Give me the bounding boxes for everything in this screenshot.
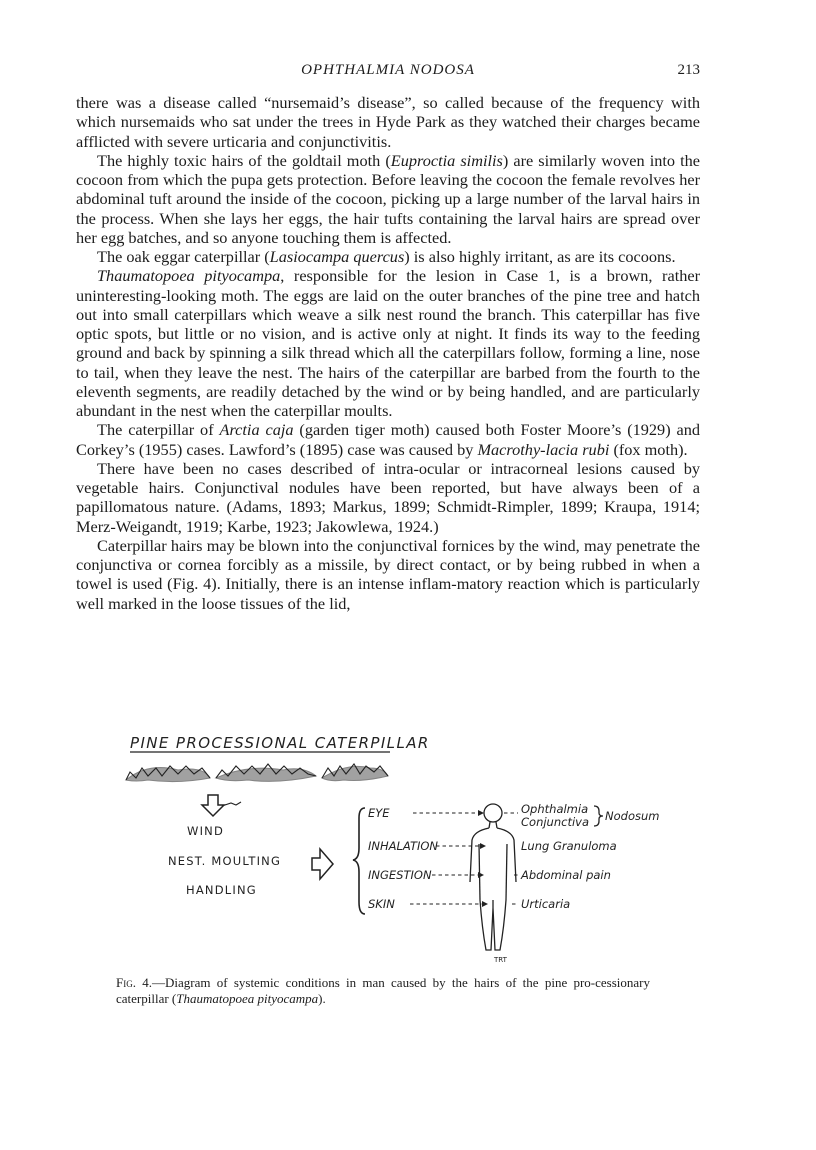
down-arrow (202, 795, 224, 816)
paragraph (76, 536, 700, 613)
caterpillars-drawing (126, 764, 388, 782)
text-run: (garden tiger moth) caused both Foster Moore’s (1929) and Corkey’s (1955) cases. Lawford’s (1895) case was caused by (76, 420, 700, 459)
text-run: ) are similarly woven into the cocoon from which the pupa gets protection. Before leaving the cocoon the female revolves her abdominal tuft around the inside of the cocoon, picking up a large number of the larval hairs in the process. When she lays her eggs, the hair tufts containing the larval hairs are spread over her egg batches, and so anyone touching them is affected. (76, 150, 700, 247)
text-run: The oak eggar caterpillar ( (97, 247, 270, 266)
italic-term: Thaumatopoea pityocampa (97, 266, 281, 286)
effect-conjunctiva: Conjunctiva (521, 815, 590, 829)
text-run: There have been no cases described of intra-ocular or intracorneal lesions caused by vegetable hairs. Conjunctival nodules have been reported, but have always been of a papillomatous nature. (Adams, 1893; Markus, 1899; Schmidt-Rimpler, 1899; Kraupa, 1914; Merz-Weigandt, 1919; Karbe, 1923; Jakowlewa, 1924.) (76, 458, 700, 536)
figure-4 (108, 732, 668, 964)
human-figure (470, 804, 516, 950)
italic-term: Macrothy-lacia rubi (477, 439, 610, 459)
text-run: , responsible for the lesion in Case 1, is a brown, rather uninteresting-looking moth. The eggs are laid on the outer branches of the pine tree and hatch out into small caterpillars which weave a silk nest round the branch. This caterpillar has five optic spots, but little or no vision, and is active only at night. It finds its way to the feeding ground and back by spinning a silk thread which all the caterpillars follow, forming a line, nose to tail, when they leave the nest. The hairs of the caterpillar are barbed from the fourth to the eleventh segments, are readily detached by the wind or by being handled, and are particularly abundant in the nest when the caterpillar moults. (76, 266, 700, 420)
route-skin: SKIN (368, 897, 395, 911)
caption-prefix: Fig. 4. (116, 975, 152, 990)
paragraph (76, 266, 700, 420)
effect-ophthalmia: Ophthalmia (521, 802, 589, 816)
leader-lines (410, 813, 520, 904)
paragraph (76, 93, 700, 151)
caption-text: —Diagram of systemic conditions in man caused by the hairs of the pine pro-cessionary caterpillar ( (116, 975, 650, 1006)
italic-term: Arctia caja (219, 420, 294, 440)
caption-species: Thaumatopoea pityocampa (176, 991, 319, 1006)
italic-term: Euproctia similis (390, 150, 503, 170)
left-brace (353, 808, 365, 914)
paragraph (76, 247, 700, 266)
paragraph (76, 459, 700, 536)
effect-abdominal-pain: Abdominal pain (521, 868, 611, 882)
cause-wind: WIND (187, 824, 225, 838)
text-run: The caterpillar of (97, 420, 220, 440)
text-run: The highly toxic hairs of the goldtail moth ( (97, 150, 391, 170)
text-run: there was a disease called “nursemaid’s disease”, so called because of the frequency with which nursemaids who sat under the trees in Hyde Park as they watched their charges became afflicted with severe urticaria and conjunctivitis. (76, 93, 700, 151)
paragraph (76, 151, 700, 247)
paragraph (76, 420, 700, 459)
artist-initials: TRT (494, 956, 507, 964)
cause-nest-moulting: NEST. MOULTING (168, 854, 282, 868)
route-ingestion: INGESTION (368, 868, 432, 882)
cause-handling: HANDLING (186, 883, 257, 897)
route-inhalation: INHALATION (368, 839, 439, 853)
text-run: (fox moth). (609, 439, 688, 459)
running-title: OPHTHALMIA NODOSA (301, 62, 475, 78)
effects-brace (594, 806, 603, 826)
page-header (76, 62, 700, 86)
right-arrow (312, 849, 333, 879)
italic-term: Lasiocampa quercus (269, 247, 405, 266)
figure-caption (116, 975, 650, 1007)
effect-urticaria: Urticaria (521, 897, 571, 911)
caption-end: ). (318, 991, 326, 1006)
route-eye: EYE (368, 806, 390, 820)
effect-nodosum: Nodosum (605, 809, 660, 823)
page-number: 213 (677, 62, 700, 78)
effect-lung-granuloma: Lung Granuloma (521, 839, 617, 853)
text-run: Caterpillar hairs may be blown into the conjunctival fornices by the wind, may penetrate the conjunctiva or cornea forcibly as a missile, by direct contact, or by being rubbed in when a towel is used (Fig. 4). Initially, there is an intense inflam-matory reaction which is particularly well marked in the loose tissues of the lid, (76, 535, 700, 613)
ear-tick (222, 802, 241, 806)
figure-title: PINE PROCESSIONAL CATERPILLAR (130, 734, 430, 752)
text-run: ) is also highly irritant, as are its cocoons. (404, 247, 676, 266)
body-text (76, 93, 700, 613)
